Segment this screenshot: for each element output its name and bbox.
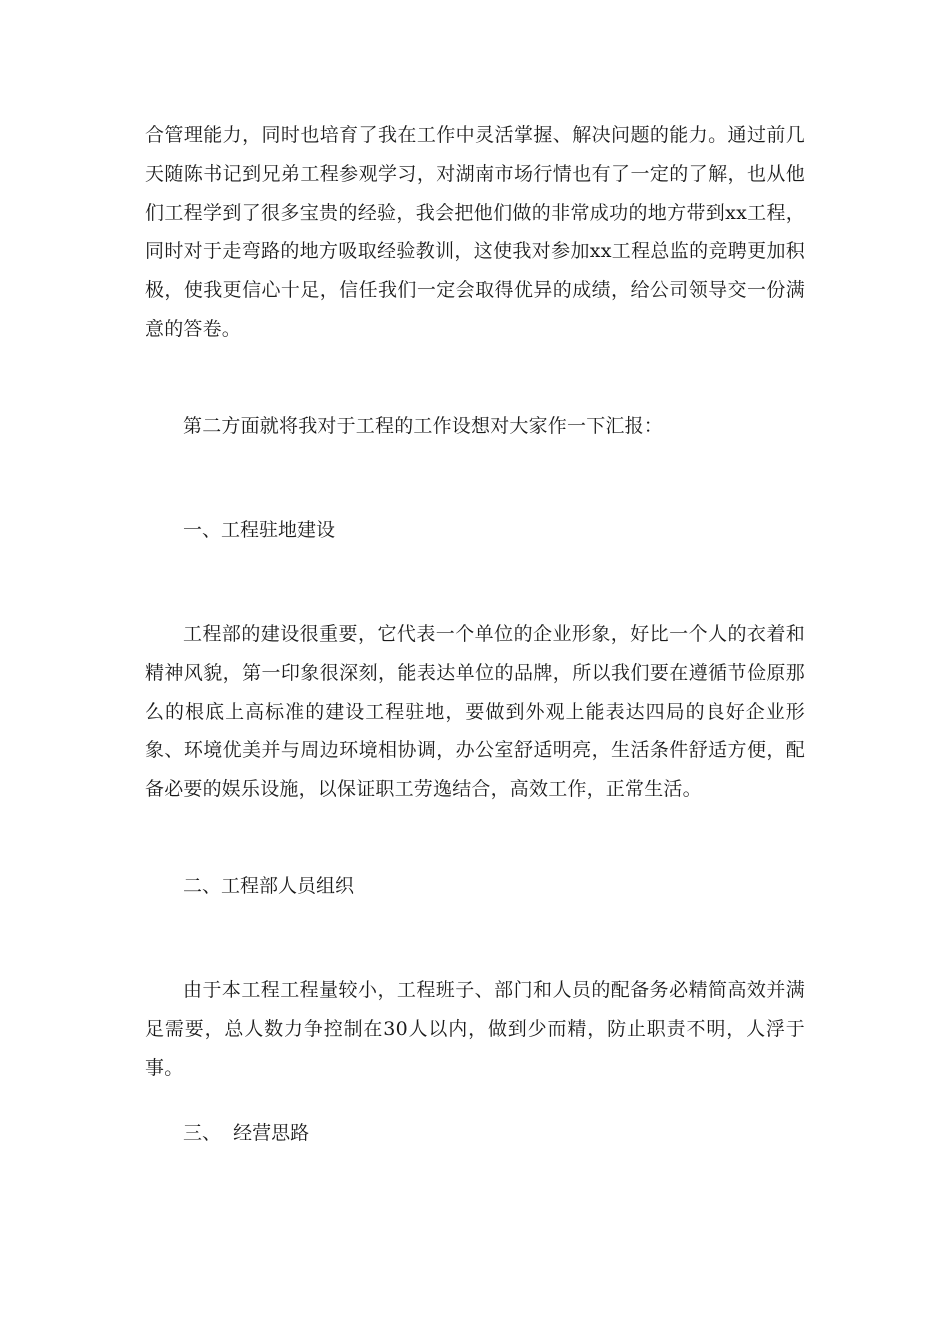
paragraph-intro-continuation: 合管理能力，同时也培育了我在工作中灵活掌握、解决问题的能力。通过前几天随陈书记到兄弟工程参观学习，对湖南市场行情也有了一定的了解，也从他们工程学到了很多宝贵的经验，我会把他们做的非常成功的地方带到xx工程，同时对于走弯路的地方吸取经验教训，这使我对参加xx工程总监的竞聘更加积极，使我更信心十足，信任我们一定会取得优异的成绩，给公司领导交一份满意的答卷。	[145, 124, 805, 340]
section-heading-staffing: 二、工程部人员组织	[183, 875, 355, 897]
section-heading-project-station: 一、工程驻地建设	[183, 519, 336, 541]
paragraph-work-plan-intro: 第二方面就将我对于工程的工作设想对大家作一下汇报：	[183, 415, 664, 437]
paragraph-staffing: 由于本工程工程量较小，工程班子、部门和人员的配备务必精简高效并满足需要，总人数力争控制在30人以内，做到少而精，防止职责不明，人浮于事。	[145, 979, 805, 1079]
paragraph-project-station: 工程部的建设很重要，它代表一个单位的企业形象，好比一个人的衣着和精神风貌，第一印象很深刻，能表达单位的品牌，所以我们要在遵循节俭原那么的根底上高标准的建设工程驻地，要做到外观上能表达四局的良好企业形象、环境优美并与周边环境相协调，办公室舒适明亮，生活条件舒适方便，配备必要的娱乐设施，以保证职工劳逸结合，高效工作，正常生活。	[145, 623, 805, 801]
section-heading-business-strategy: 三、 经营思路	[183, 1122, 310, 1144]
